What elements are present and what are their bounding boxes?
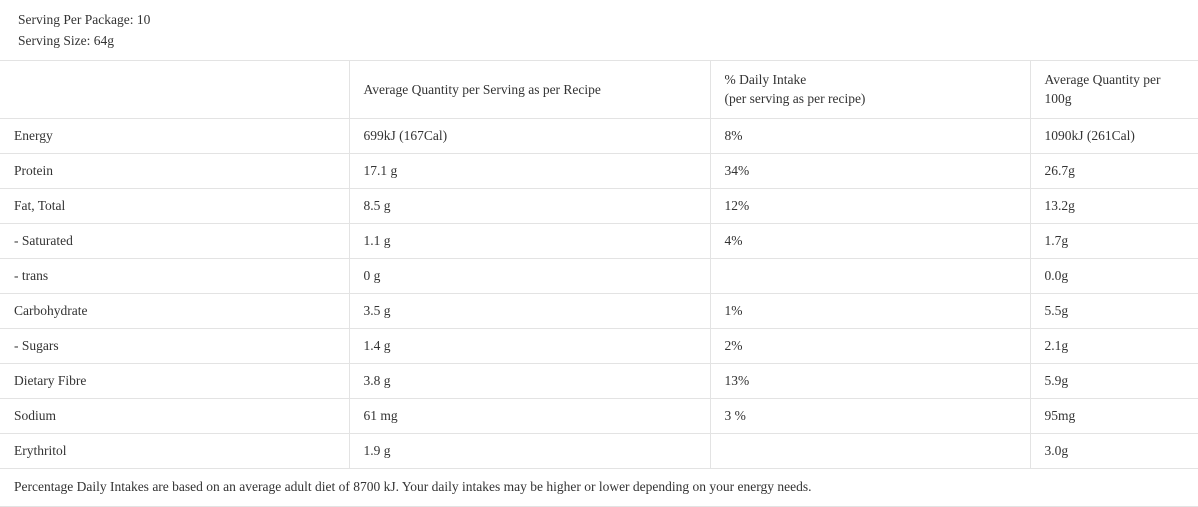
table-row bbox=[0, 293, 1198, 328]
table-footer bbox=[0, 468, 1198, 506]
table-row bbox=[0, 118, 1198, 153]
table-row bbox=[0, 433, 1198, 468]
row-per-100g: 5.5g bbox=[1030, 293, 1198, 328]
row-per-100g: 5.9g bbox=[1030, 363, 1198, 398]
row-nutrient: Carbohydrate bbox=[0, 293, 349, 328]
row-per-serving: 3.8 g bbox=[349, 363, 710, 398]
column-header-nutrient bbox=[0, 60, 349, 118]
serving-size: Serving Size: 64g bbox=[18, 32, 114, 48]
row-nutrient: Fat, Total bbox=[0, 188, 349, 223]
table-row bbox=[0, 188, 1198, 223]
column-header-per-serving: Average Quantity per Serving as per Recipe bbox=[349, 60, 710, 118]
row-daily-intake: 4% bbox=[710, 223, 1030, 258]
daily-intake-subtitle: (per serving as per recipe) bbox=[724, 91, 866, 107]
row-nutrient: Dietary Fibre bbox=[0, 363, 349, 398]
row-per-serving: 1.1 g bbox=[349, 223, 710, 258]
table-row bbox=[0, 398, 1198, 433]
row-per-100g: 0.0g bbox=[1030, 258, 1198, 293]
row-nutrient: - Sugars bbox=[0, 328, 349, 363]
row-nutrient: Energy bbox=[0, 118, 349, 153]
footnote-row bbox=[0, 468, 1198, 506]
row-per-100g: 13.2g bbox=[1030, 188, 1198, 223]
row-nutrient: Protein bbox=[0, 153, 349, 188]
row-per-serving: 0 g bbox=[349, 258, 710, 293]
row-nutrient: - Saturated bbox=[0, 223, 349, 258]
row-per-100g: 3.0g bbox=[1030, 433, 1198, 468]
row-per-serving: 8.5 g bbox=[349, 188, 710, 223]
row-nutrient: Sodium bbox=[0, 398, 349, 433]
row-daily-intake: 8% bbox=[710, 118, 1030, 153]
row-per-100g: 1.7g bbox=[1030, 223, 1198, 258]
row-per-100g: 2.1g bbox=[1030, 328, 1198, 363]
row-daily-intake bbox=[710, 258, 1030, 293]
table-row bbox=[0, 223, 1198, 258]
table-row bbox=[0, 258, 1198, 293]
row-per-100g: 95mg bbox=[1030, 398, 1198, 433]
table-header bbox=[0, 60, 1198, 118]
table-body bbox=[0, 118, 1198, 468]
serving-info bbox=[0, 0, 1198, 60]
table-row bbox=[0, 328, 1198, 363]
row-per-serving: 699kJ (167Cal) bbox=[349, 118, 710, 153]
row-daily-intake: 2% bbox=[710, 328, 1030, 363]
row-daily-intake: 13% bbox=[710, 363, 1030, 398]
row-per-serving: 1.4 g bbox=[349, 328, 710, 363]
daily-intake-title: % Daily Intake bbox=[724, 71, 807, 87]
row-per-serving: 3.5 g bbox=[349, 293, 710, 328]
row-per-serving: 61 mg bbox=[349, 398, 710, 433]
table-row bbox=[0, 153, 1198, 188]
row-per-serving: 1.9 g bbox=[349, 433, 710, 468]
row-daily-intake bbox=[710, 433, 1030, 468]
row-daily-intake: 1% bbox=[710, 293, 1030, 328]
row-nutrient: - trans bbox=[0, 258, 349, 293]
table-row bbox=[0, 363, 1198, 398]
column-header-per-100g: Average Quantity per 100g bbox=[1030, 60, 1198, 118]
row-per-serving: 17.1 g bbox=[349, 153, 710, 188]
row-nutrient: Erythritol bbox=[0, 433, 349, 468]
column-header-daily-intake bbox=[710, 60, 1030, 118]
row-daily-intake: 3 % bbox=[710, 398, 1030, 433]
table-header-row bbox=[0, 60, 1198, 118]
serving-per-package: Serving Per Package: 10 bbox=[18, 12, 151, 27]
nutrition-table bbox=[0, 60, 1198, 507]
row-per-100g: 1090kJ (261Cal) bbox=[1030, 118, 1198, 153]
row-daily-intake: 34% bbox=[710, 153, 1030, 188]
row-per-100g: 26.7g bbox=[1030, 153, 1198, 188]
row-daily-intake: 12% bbox=[710, 188, 1030, 223]
daily-intake-footnote: Percentage Daily Intakes are based on an average adult diet of 8700 kJ. Your daily intakes may be higher or lower depending on your energy needs. bbox=[0, 468, 1198, 506]
